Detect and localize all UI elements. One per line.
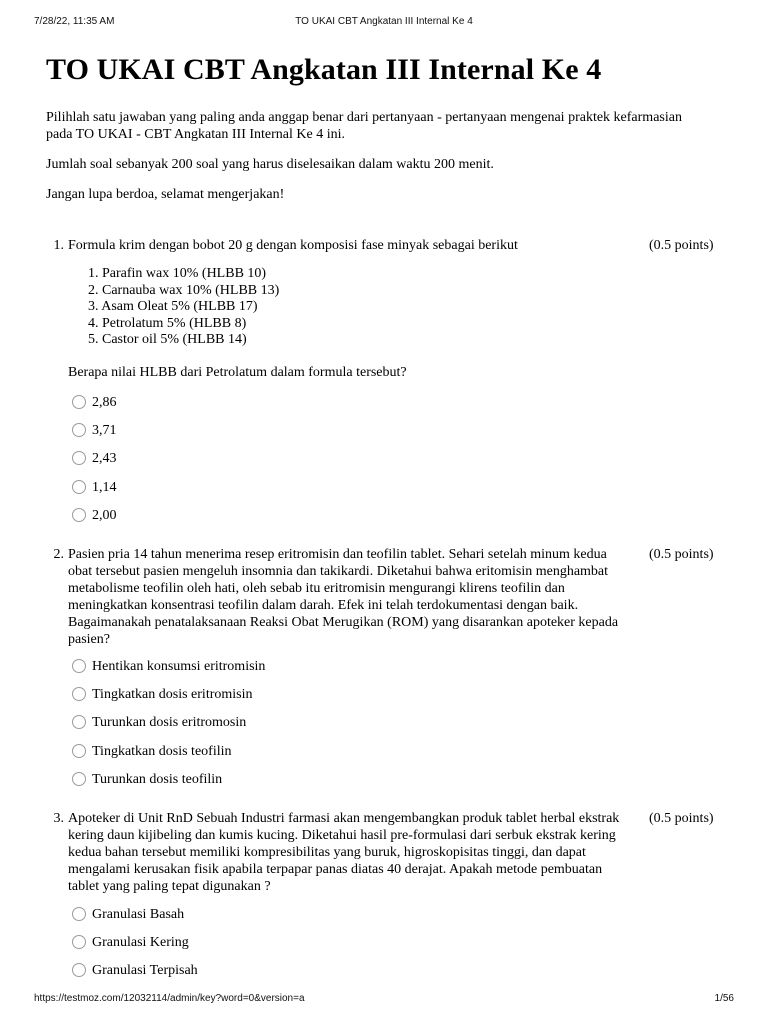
question-points: (0.5 points) [649,811,714,826]
question-text: Apoteker di Unit RnD Sebuah Industri farmasi akan mengembangkan produk tablet herbal ekstrak kering daun kijibeling dan kumis kucing. Diketahui hasil pre-formulasi dari serbuk ekstrak kering kedua bahan tersebut memiliki kompresibilitas yang buruk, higroskopisitas tinggi, dan dapat mengalami kerusakan fisik apabila terpapar panas diatas 40 derajat. Apakah metode pembuatan tablet yang paling tepat digunakan ? [68,811,620,894]
question-number: 3. [53,811,64,826]
option-label: 2,86 [92,395,117,410]
option-label: 1,14 [92,480,117,495]
question-number: 2. [53,547,64,562]
question-text: Pasien pria 14 tahun menerima resep eritromisin dan teofilin tablet. Sehari setelah minum kedua obat tersebut pasien mengeluh insomnia dan takikardi. Diketahui bahwa eritomisin menghambat metabolisme teofilin oleh hati, oleh sebab itu eritromisin mengurangi klirens teofilin dan meningkatkan konsentrasi teofilin dalam darah. Efek ini telah terdokumentasi dengan baik. Bagaimanakah penatalaksanaan Reaksi Obat Merugikan (ROM) yang disarankan apoteker kepada pasien? [68,547,619,647]
radio-button[interactable] [72,715,86,729]
list-item: 3. Asam Oleat 5% (HLBB 17) [88,299,258,314]
question-text: Formula krim dengan bobot 20 g dengan komposisi fase minyak sebagai berikut [68,238,518,253]
radio-button[interactable] [72,687,86,701]
radio-button[interactable] [72,508,86,522]
option-label: Hentikan konsumsi eritromisin [92,659,266,674]
list-item: 2. Carnauba wax 10% (HLBB 13) [88,282,280,298]
option-label: Tingkatkan dosis teofilin [92,744,232,759]
intro-paragraph-2: Jumlah soal sebanyak 200 soal yang harus diselesaikan dalam waktu 200 menit. [46,157,494,172]
print-url: https://testmoz.com/12032114/admin/key?word=0&version=a [34,993,305,1004]
question-points: (0.5 points) [649,238,714,253]
radio-button[interactable] [72,935,86,949]
radio-button[interactable] [72,480,86,494]
composition-list [88,266,279,349]
option-label: Turunkan dosis teofilin [92,772,223,787]
option-label: 2,43 [92,451,117,466]
question-number: 1. [53,238,64,253]
list-item: 4. Petrolatum 5% (HLBB 8) [88,315,247,331]
option-label: 2,00 [92,508,117,523]
option-label: Granulasi Kering [92,935,189,950]
list-item: 5. Castor oil 5% (HLBB 14) [88,332,247,347]
radio-button[interactable] [72,423,86,437]
intro-paragraph-3: Jangan lupa berdoa, selamat mengerjakan! [46,187,285,202]
radio-button[interactable] [72,659,86,673]
sub-question: Berapa nilai HLBB dari Petrolatum dalam formula tersebut? [68,365,407,380]
radio-button[interactable] [72,907,86,921]
radio-button[interactable] [72,772,86,786]
radio-button[interactable] [72,451,86,465]
intro-paragraph-1: Pilihlah satu jawaban yang paling anda anggap benar dari pertanyaan - pertanyaan mengenai praktek kefarmasian pada TO UKAI - CBT Angkatan III Internal Ke 4 ini. [46,110,682,142]
radio-button[interactable] [72,963,86,977]
page-title: TO UKAI CBT Angkatan III Internal Ke 4 [46,53,602,86]
page-number: 1/56 [714,993,734,1004]
option-label: Granulasi Terpisah [92,963,198,978]
option-label: Granulasi Basah [92,907,185,922]
print-footer [34,993,734,1007]
print-doc-title: TO UKAI CBT Angkatan III Internal Ke 4 [295,16,473,27]
option-label: Turunkan dosis eritromosin [92,715,247,730]
option-label: 3,71 [92,423,117,438]
radio-button[interactable] [72,395,86,409]
option-label: Tingkatkan dosis eritromisin [92,687,253,702]
question-points: (0.5 points) [649,547,714,562]
print-header [34,16,734,30]
print-datetime: 7/28/22, 11:35 AM [34,16,115,27]
radio-button[interactable] [72,744,86,758]
list-item: 1. Parafin wax 10% (HLBB 10) [88,266,267,281]
